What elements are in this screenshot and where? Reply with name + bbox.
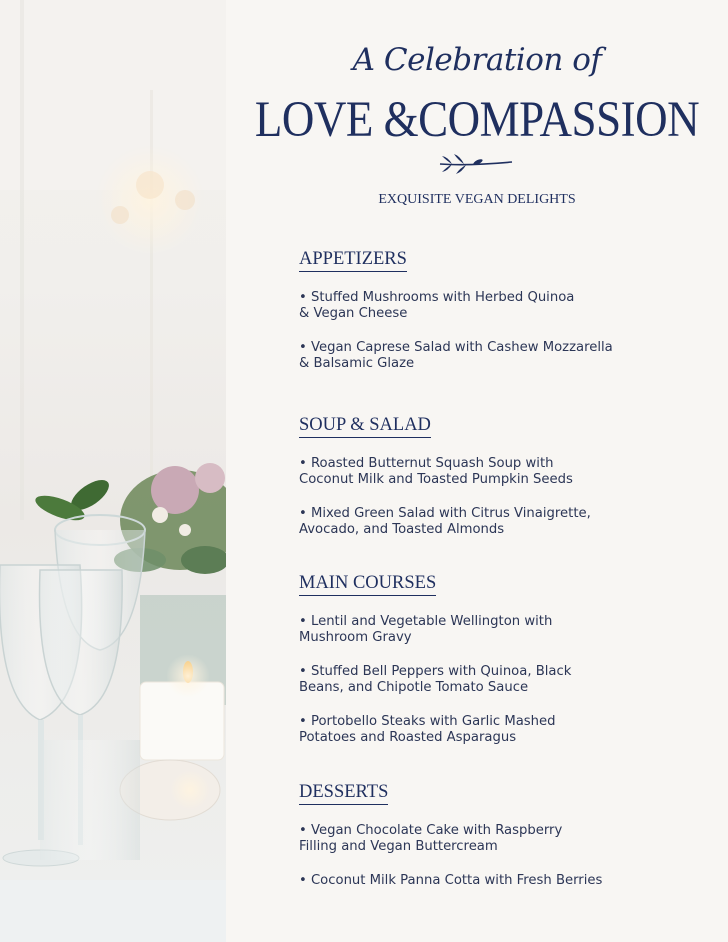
table-setting-photo: [0, 0, 226, 942]
section-heading: APPETIZERS: [299, 248, 407, 272]
main-title: LOVE &COMPASSION: [254, 91, 700, 148]
section-heading: MAIN COURSES: [299, 572, 436, 596]
section-desserts: [299, 781, 679, 889]
leaf-sprig-icon: [438, 152, 514, 176]
section-heading: SOUP & SALAD: [299, 414, 431, 438]
menu-item: • Coconut Milk Panna Cotta with Fresh Berries: [299, 873, 603, 888]
menu-item: • Stuffed Bell Peppers with Quinoa, Black Beans, and Chipotle Tomato Sauce: [299, 664, 572, 695]
subtitle: EXQUISITE VEGAN DELIGHTS: [378, 192, 576, 207]
menu-item: • Vegan Chocolate Cake with Raspberry Filling and Vegan Buttercream: [299, 823, 563, 854]
script-title: A Celebration of: [352, 42, 602, 78]
menu-item: • Vegan Caprese Salad with Cashew Mozzarella & Balsamic Glaze: [299, 340, 613, 371]
menu-item: • Mixed Green Salad with Citrus Vinaigrette, Avocado, and Toasted Almonds: [299, 506, 591, 537]
section-main-courses: [299, 572, 679, 746]
menu-item: • Lentil and Vegetable Wellington with Mushroom Gravy: [299, 614, 553, 645]
menu-item: • Portobello Steaks with Garlic Mashed Potatoes and Roasted Asparagus: [299, 714, 556, 745]
section-heading: DESSERTS: [299, 781, 388, 805]
section-soup-salad: [299, 414, 679, 538]
menu-item: • Stuffed Mushrooms with Herbed Quinoa & Vegan Cheese: [299, 290, 575, 321]
menu-item: • Roasted Butternut Squash Soup with Coconut Milk and Toasted Pumpkin Seeds: [299, 456, 573, 487]
section-appetizers: [299, 248, 679, 372]
